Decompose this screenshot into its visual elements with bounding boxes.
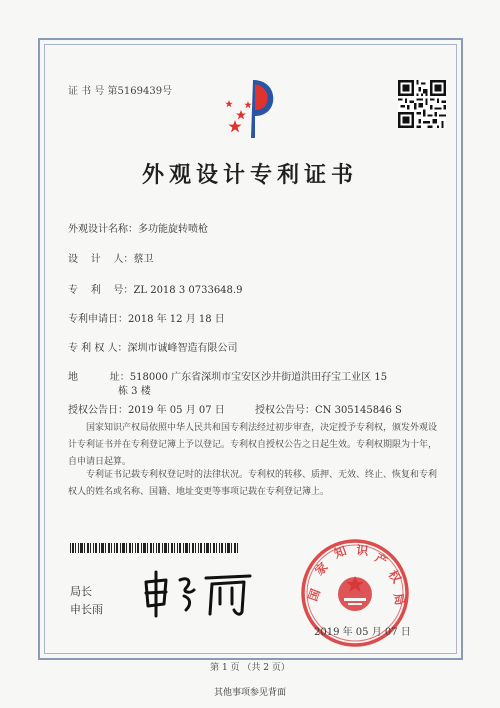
field-label: 专 利 权 人： xyxy=(68,343,128,354)
field-value: 2018 年 12 月 18 日 xyxy=(128,314,225,325)
field-designer xyxy=(68,250,153,265)
field-label: 授权公告号： xyxy=(255,405,315,416)
grant-paragraph: 国家知识产权局依照中华人民共和国专利法经过初步审查，决定授予专利权，颁发外观设计专利证书并在专利登记簿上予以登记。专利权自授权公告之日起生效。专利权期限为十年，自申请日起算。 xyxy=(68,423,438,467)
certificate-title: 外观设计专利证书 xyxy=(141,162,358,188)
page-number: 第 1 页 （共 2 页） xyxy=(210,663,290,673)
officer-title: 局长 xyxy=(70,585,92,598)
field-value: 2019 年 05 月 07 日 xyxy=(128,405,225,416)
field-patentee xyxy=(68,339,238,354)
signature-icon xyxy=(140,568,258,618)
field-label: 授权公告日： xyxy=(68,405,128,416)
field-application-date xyxy=(68,310,225,325)
seal-date: 2019 年 05 月 07 日 xyxy=(314,627,411,638)
svg-text:国: 国 xyxy=(305,586,323,604)
address-line-2: 栋 3 楼 xyxy=(118,386,151,397)
certificate-number: 证 书 号 第5169439号 xyxy=(68,86,173,97)
svg-text:权: 权 xyxy=(385,567,404,586)
address-line-1: 518000 广东省深圳市宝安区沙井街道洪田孖宝工业区 15 xyxy=(129,372,388,383)
footer-note: 其他事项参见背面 xyxy=(213,688,286,698)
cnipa-logo-icon xyxy=(215,72,287,144)
legal-status-paragraph: 专利证书记载专利权登记时的法律状况。专利权的转移、质押、无效、终止、恢复和专利权人的姓名或名称、国籍、地址变更等事项记载在专利登记簿上。 xyxy=(68,470,438,497)
field-label: 专 利 号： xyxy=(68,285,134,296)
field-label: 外观设计名称： xyxy=(68,224,138,235)
svg-text:产: 产 xyxy=(372,550,390,569)
field-label: 设 计 人： xyxy=(68,254,134,265)
field-label: 专利申请日： xyxy=(68,314,128,325)
field-value: ZL 2018 3 0733648.9 xyxy=(133,285,243,296)
officer-name: 申长雨 xyxy=(70,603,103,616)
field-value: 多功能旋转喷枪 xyxy=(138,224,208,235)
field-design-name xyxy=(68,220,208,235)
svg-text:知: 知 xyxy=(332,543,349,561)
barcode-icon xyxy=(70,543,240,553)
svg-text:识: 识 xyxy=(355,543,369,559)
field-value: CN 305145846 S xyxy=(315,405,402,416)
svg-text:家: 家 xyxy=(312,559,331,579)
field-label: 地 址： xyxy=(68,372,130,383)
svg-text:局: 局 xyxy=(391,592,407,607)
field-patent-number xyxy=(68,281,242,296)
field-announcement-number xyxy=(255,401,402,416)
field-announcement-date xyxy=(68,401,225,416)
field-address xyxy=(68,368,387,383)
field-value: 蔡卫 xyxy=(133,254,154,265)
qr-code-icon xyxy=(398,80,446,128)
field-value: 深圳市诚峰智造有限公司 xyxy=(127,343,238,354)
